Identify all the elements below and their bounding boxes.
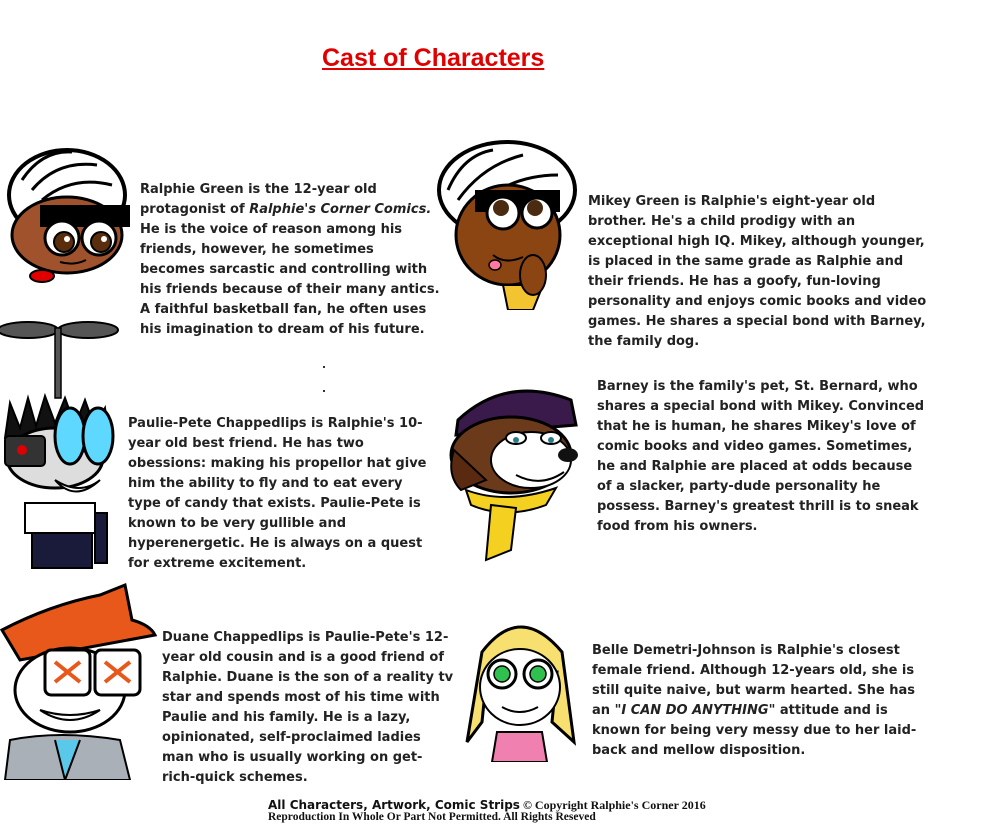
character-description-mikey: Mikey Green is Ralphie's eight-year old brother. He's a child prodigy with an exceptional high IQ. Mikey, although younger, is placed in the same grade as Ralphie and their friends. He has a goofy, fun-loving personality and enjoys comic books and video games. He shares a special bond with Barney, the family dog. (588, 194, 927, 349)
speck (323, 366, 325, 368)
page-title: Cast of Characters (322, 44, 545, 72)
mikey-portrait (433, 135, 581, 310)
barney-portrait (446, 380, 591, 565)
character-description-belle: Belle Demetri-Johnson is Ralphie's closest female friend. Although 12-years old, she is still quite naive, but warm hearted. She has an "I CAN DO ANYTHING" attitude and is known for being very messy due to her laid-back and mellow disposition. (592, 643, 917, 758)
belle-portrait (462, 612, 580, 762)
footer-rights: Reproduction In Whole Or Part Not Permitted. All Rights Reseved (268, 811, 596, 823)
ralphie-portrait (2, 140, 137, 285)
character-description-barney: Barney is the family's pet, St. Bernard, who shares a special bond with Mikey. Convinced that he is human, he shares Mikey's love of comic books and video games. Sometimes, he and Ralphie are placed at odds because of a slacker, party-dude personality he possess. Barney's greatest thrill is to sneak food from his owners. (597, 379, 925, 534)
paulie-pete-portrait (0, 318, 120, 573)
character-description-paulie-pete: Paulie-Pete Chappedlips is Ralphie's 10-year old best friend. He has two obessions: making his propellor hat give him the ability to fly and to eat every type of candy that exists. Paulie-Pete is known to be very gullible and hyperenergetic. He is always on a quest for extreme excitement. (128, 416, 427, 571)
character-description-duane: Duane Chappedlips is Paulie-Pete's 12-year old cousin and is a good friend of Ralphie. Duane is the son of a reality tv star and spends most of his time with Paulie and his family. He is a lazy, opinionated, self-proclaimed ladies man who is usually working on get-rich-quick schemes. (162, 630, 454, 785)
character-description-ralphie: Ralphie Green is the 12-year old protagonist of Ralphie's Corner Comics. He is the voice of reason among his friends, however, he sometimes becomes sarcastic and controlling with his friends because of their many antics. A faithful basketball fan, he often uses his imagination to dream of his future. (140, 182, 440, 337)
footer-copyright: All Characters, Artwork, Comic Strips © Copyright Ralphie's Corner 2016 (268, 798, 706, 812)
speck (323, 390, 325, 392)
duane-portrait (0, 580, 158, 780)
